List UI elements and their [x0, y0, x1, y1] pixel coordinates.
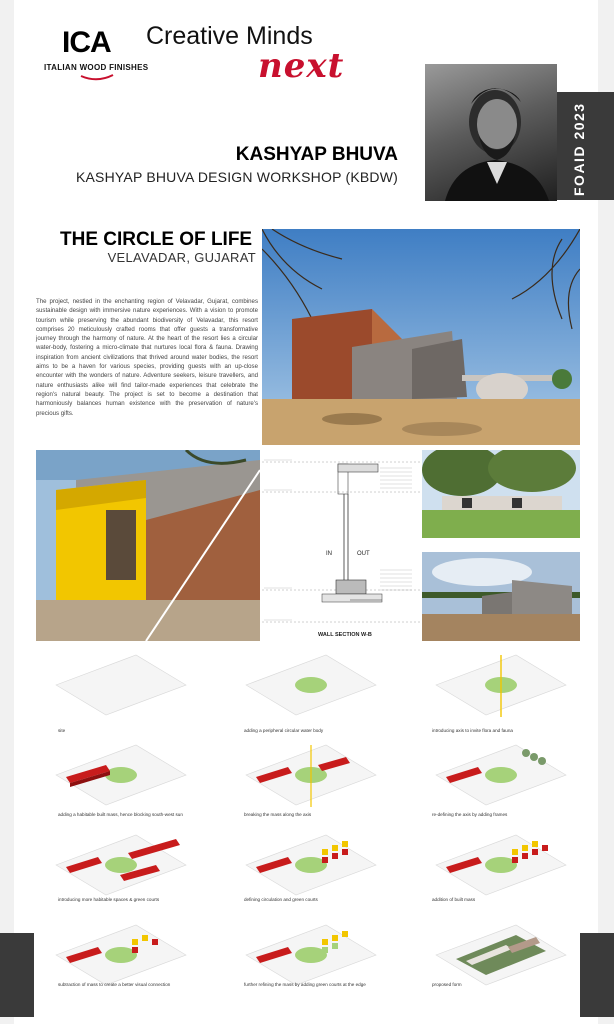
diagram-caption: introducing more habitable spaces & green courts [58, 897, 160, 902]
program-next-script: next [258, 46, 345, 86]
diagram-break-mass [246, 745, 376, 807]
designer-firm: KASHYAP BHUVA DESIGN WORKSHOP (KBDW) [75, 169, 398, 185]
diagram-addition [436, 835, 566, 895]
diagram-water-body [246, 655, 376, 715]
diagram-caption: introducing axis to invite flora and fauna [432, 728, 513, 733]
diagram-site [56, 655, 186, 715]
diagram-proposed-form [436, 925, 566, 985]
edition-label: FOAID 2023 [571, 102, 587, 196]
project-title: THE CIRCLE OF LIFE [60, 229, 253, 250]
ica-logo: ICA [62, 26, 111, 59]
diagram-caption: addition of built mass [432, 897, 476, 902]
wall-section-out-label: OUT [357, 551, 370, 557]
wall-section-in-label: IN [326, 551, 332, 557]
diagram-caption: breaking the mass along the axis [244, 812, 312, 817]
construction-photo-image [422, 552, 580, 641]
project-description: The project, nestled in the enchanting region of Velavadar, Gujarat, combines sustainable design with immersive nature experiences. With a vision to promote tourism while preserving the abundant biodiversity of Velavadar, this resort comprises 20 meticulously crafted rooms that offer guests a transformative journey through the harmony of nature. At the heart of the resort lies a circular water-body, fostering a micro-climate that nurtures local flora & fauna. Drawing inspiration from ancient civilizations that thrived around water bodies, the resort aims to be a haven for various species, providing guests with an up-close encounter with the wonders of nature. Adventure seekers, leisure travellers, and nature enthusiasts alike will find tailor-made experiences that celebrate the region's natural beauty. The project is set to become a destination that harmoniously balances human existence with the preservation of nature's precious gifts. [36, 298, 258, 417]
logo-swoosh-icon [80, 74, 114, 82]
wall-section-caption: WALL SECTION W-B [318, 632, 372, 638]
diagram-caption: site [58, 728, 66, 733]
concept-diagrams [36, 645, 580, 995]
designer-name: KASHYAP BHUVA [235, 144, 398, 165]
diagram-frames [436, 745, 566, 805]
diagram-green-courts [56, 835, 186, 895]
wall-section-drawing [262, 450, 420, 630]
right-corner-tab [580, 933, 614, 1017]
facade-render-image [36, 450, 260, 641]
hero-render-image [262, 229, 580, 445]
diagram-caption: adding a peripheral circular water body [244, 728, 324, 733]
diagram-caption: re-defining the axis by adding frames [432, 812, 508, 817]
diagram-caption: further refining the mass by adding green courts at the edge [244, 982, 366, 987]
poster-left-margin [0, 0, 14, 1024]
landscape-render-image [422, 450, 580, 538]
diagram-caption: proposed form [432, 982, 462, 987]
diagram-axis [436, 655, 566, 717]
left-corner-tab [0, 933, 34, 1017]
designer-portrait [425, 64, 557, 201]
ica-logo-subtitle: ITALIAN WOOD FINISHES [44, 63, 149, 72]
diagram-caption: subtraction of mass to create a better visual connection [58, 982, 171, 987]
diagram-subtraction [56, 925, 186, 985]
program-title: Creative Minds [146, 22, 313, 50]
diagram-built-mass [56, 745, 186, 805]
diagram-circulation [246, 835, 376, 895]
project-location: VELAVADAR, GUJARAT [107, 250, 256, 265]
diagram-caption: adding a habitable built mass, hence blocking south-west sun [58, 812, 183, 817]
diagram-caption: defining circulation and green courts [244, 897, 318, 902]
diagram-refining [246, 925, 376, 985]
